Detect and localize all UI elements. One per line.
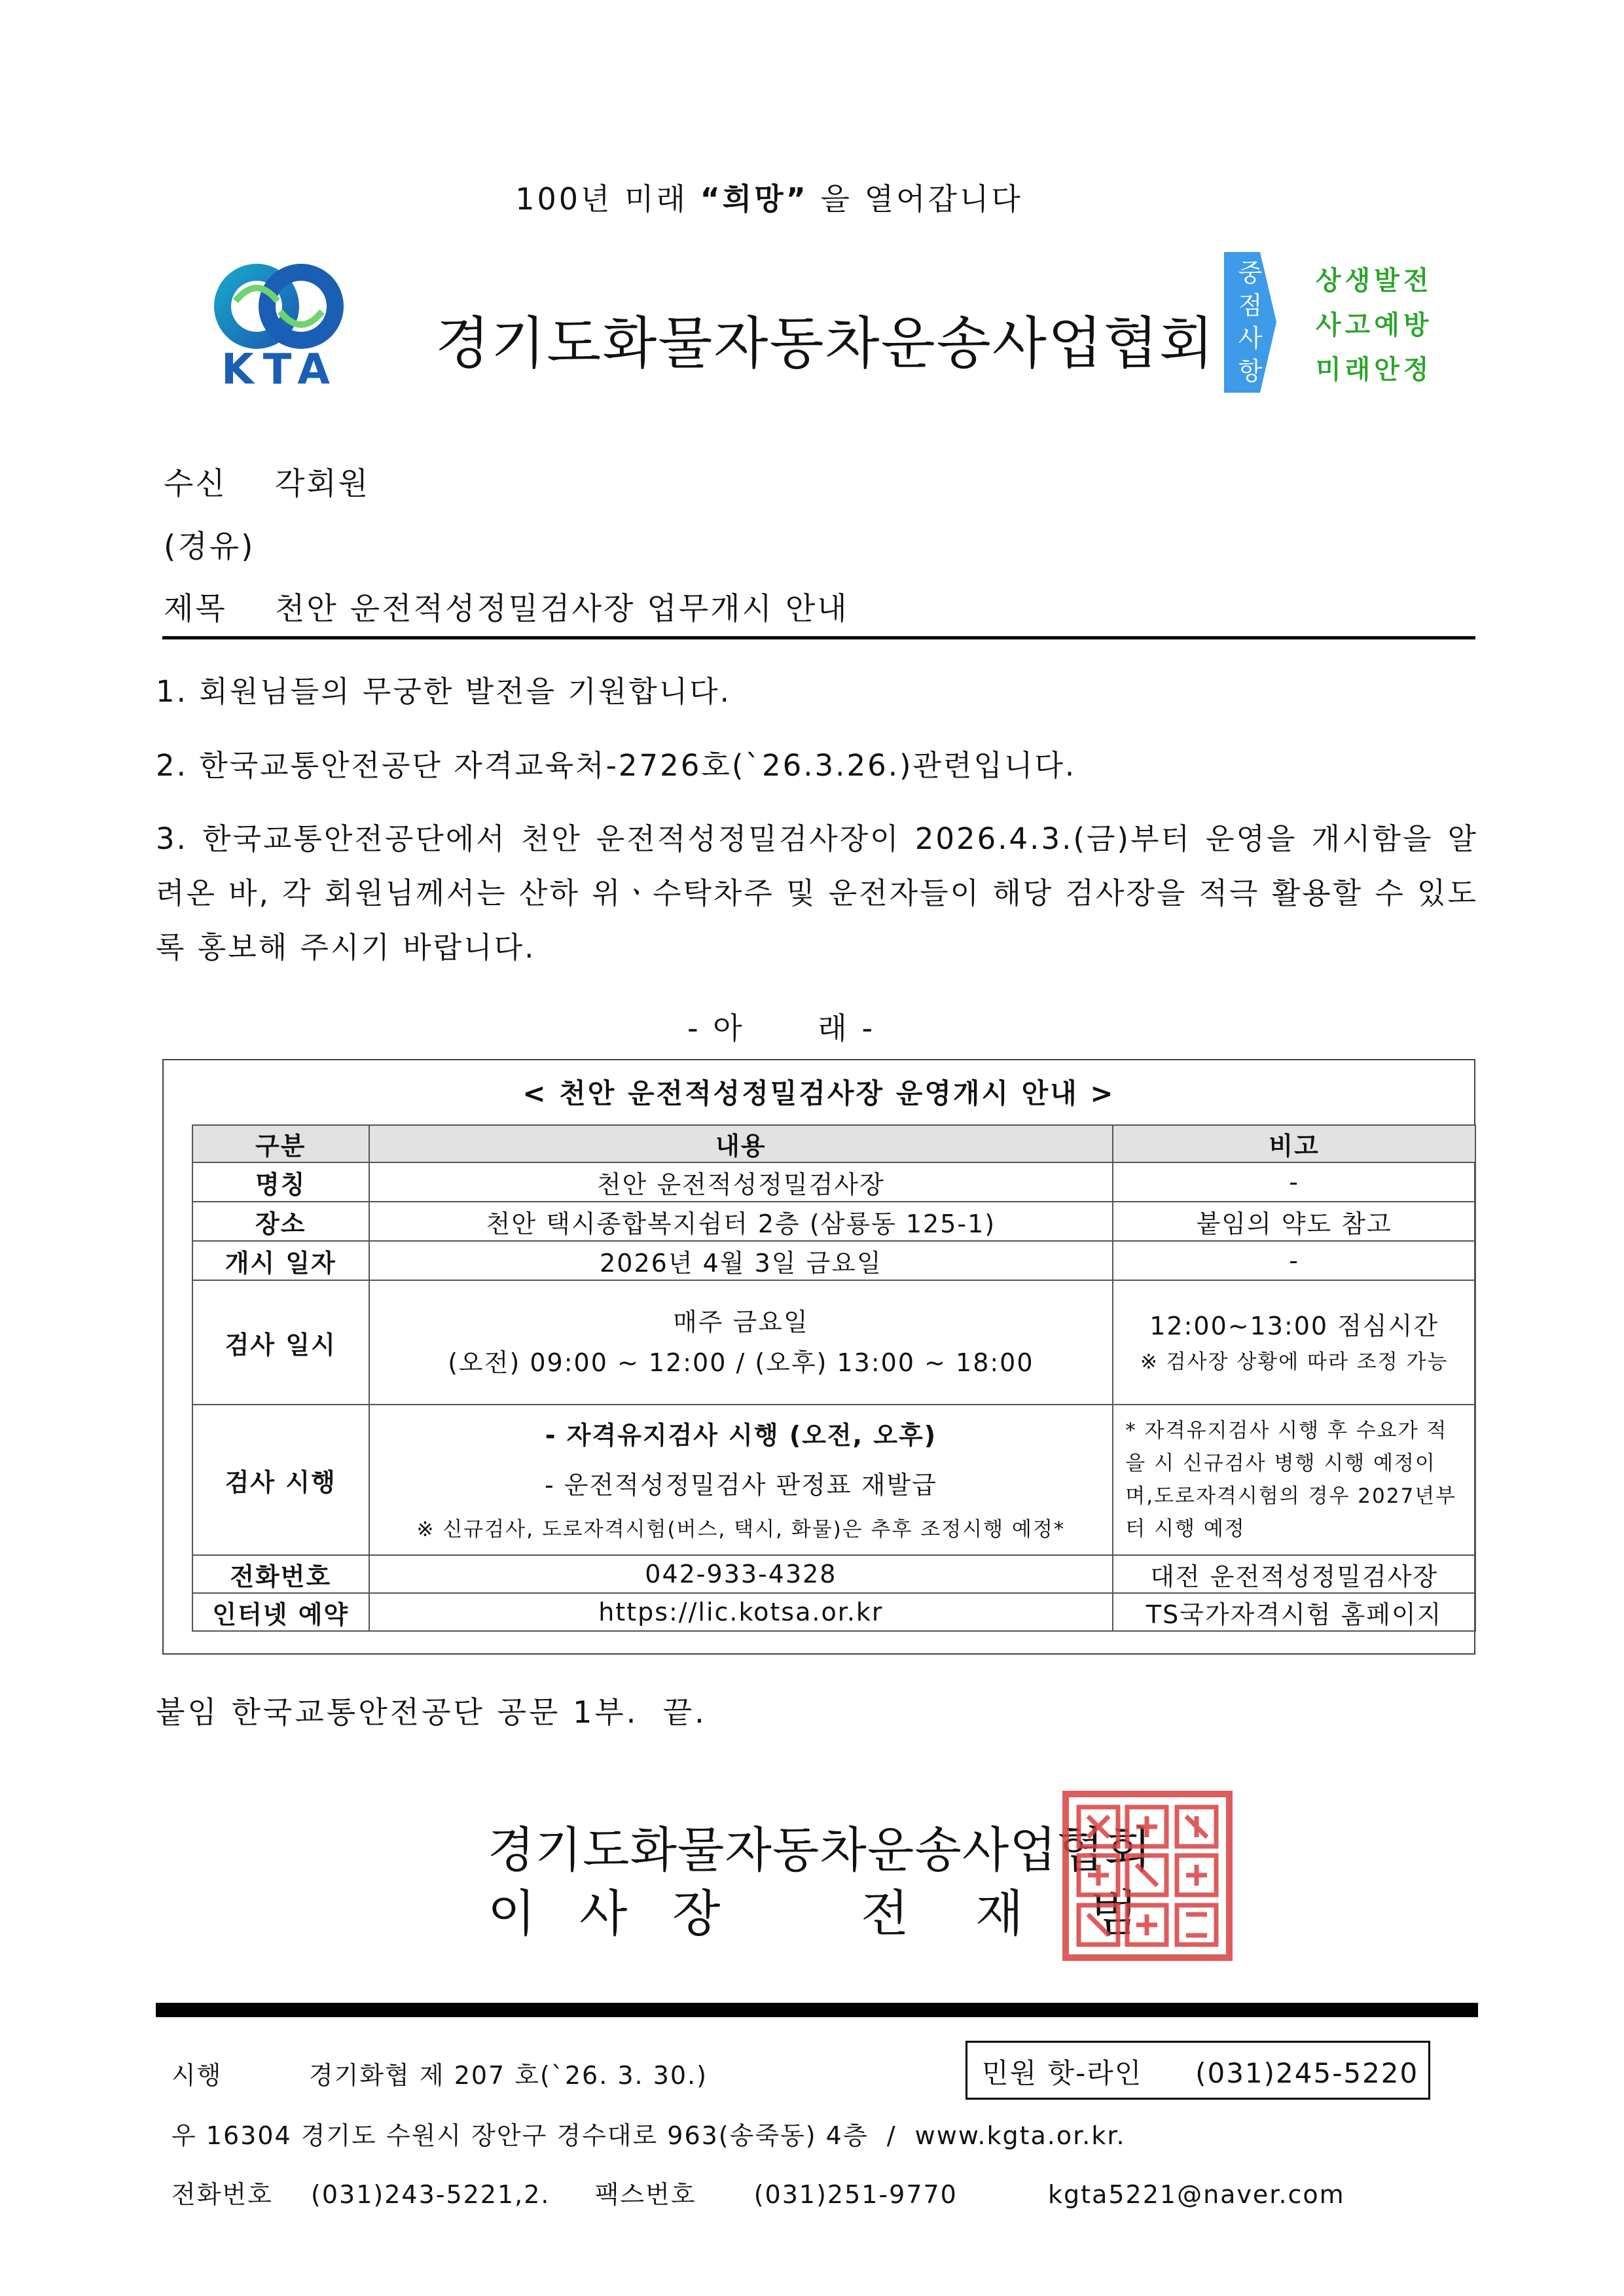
row-content: 2026년 4월 3일 금요일	[369, 1241, 1113, 1280]
recipient-row	[164, 459, 370, 503]
sig-char-5: 재	[975, 1884, 1024, 1943]
header-content: 내용	[369, 1125, 1113, 1162]
row-note: -	[1113, 1241, 1475, 1280]
sig-char-1: 이	[488, 1884, 536, 1943]
org-title: 경기도화물자동차운송사업협회	[435, 311, 1216, 376]
web-label: 인터넷 예약	[192, 1593, 369, 1631]
row-label: 장소	[192, 1202, 369, 1241]
exam-line-3: ※ 신규검사, 도로자격시험(버스, 택시, 화물)은 추후 조정시행 예정*	[416, 1518, 1066, 1541]
phone-label: 전화번호	[171, 2180, 273, 2209]
email-link[interactable]: kgta5221@naver.com	[1048, 2180, 1345, 2209]
slogan-post: 을 열어갑니다	[820, 181, 1023, 217]
motto-3: 미래안정	[1316, 355, 1433, 385]
body-paragraph-1: 1. 회원님들의 무궁한 발전을 기원합니다.	[156, 674, 731, 709]
slogan-pre: 100년 미래	[515, 181, 700, 217]
row-content: 천안 운전적성정밀검사장	[369, 1162, 1113, 1202]
kta-logo	[209, 262, 347, 393]
row-label: 명칭	[192, 1162, 369, 1202]
schedule-note	[1113, 1280, 1475, 1405]
table-row	[192, 1202, 1475, 1241]
row-note: 붙임의 약도 참고	[1113, 1202, 1475, 1241]
row-content: 천안 택시종합복지쉼터 2층 (삼룡동 125-1)	[369, 1202, 1113, 1241]
fax-number: (031)251-9770	[753, 2180, 958, 2209]
phone-note: 대전 운전적성정밀검사장	[1113, 1555, 1475, 1593]
header-note: 비고	[1113, 1125, 1475, 1162]
attachment-line: 붙임 한국교통안전공단 공문 1부. 끝.	[156, 1695, 707, 1730]
hotline-box	[965, 2041, 1430, 2100]
via-row	[164, 522, 255, 566]
footer-contact-row	[171, 2174, 1345, 2210]
web-link[interactable]: https://lic.kotsa.or.kr	[369, 1593, 1113, 1631]
phone-number: (031)243-5221,2.	[311, 2180, 550, 2209]
schedule-row	[192, 1280, 1475, 1405]
exam-line-1: - 자격유지검사 시행 (오전, 오후)	[545, 1421, 937, 1450]
recipient-value: 각회원	[275, 466, 370, 502]
body-paragraph-2: 2. 한국교통안전공단 자격교육처-2726호(`26.3.26.)관련입니다.	[156, 748, 1077, 783]
web-row	[192, 1593, 1475, 1631]
body-paragraph-3: 3. 한국교통안전공단에서 천안 운전적성정밀검사장이 2026.4.3.(금)부터 운영을 개시함을 알려온 바, 각 회원님께서는 산하 위ㆍ수탁차주 및 운전자들이 해당 검사장을 적극 활용할 수 있도록 홍보해 주시기 바랍니다.	[156, 821, 1478, 965]
table-row	[192, 1241, 1475, 1280]
signature-org: 경기도화물자동차운송사업협회	[488, 1822, 1152, 1878]
via-label: (경유)	[164, 529, 255, 565]
subject-value: 천안 운전적성정밀검사장 업무개시 안내	[275, 591, 849, 627]
exam-content	[369, 1405, 1113, 1555]
schedule-days: 매주 금요일	[673, 1308, 809, 1336]
schedule-hours: (오전) 09:00 ~ 12:00 / (오후) 13:00 ~ 18:00	[448, 1348, 1034, 1377]
schedule-label: 검사 일시	[192, 1280, 369, 1405]
slogan	[0, 175, 1538, 219]
header-category: 구분	[192, 1125, 369, 1162]
info-table	[192, 1124, 1476, 1632]
official-seal	[1062, 1790, 1233, 1962]
sig-char-2: 사	[579, 1884, 628, 1943]
motto-2: 사고예방	[1316, 310, 1433, 340]
adjust-note: ※ 검사장 상황에 따라 조정 가능	[1140, 1350, 1449, 1374]
sig-char-3: 장	[672, 1884, 721, 1943]
lunch-note: 12:00~13:00 점심시간	[1149, 1312, 1439, 1340]
badge-label: 중점사항	[1238, 259, 1263, 386]
phone-row	[192, 1555, 1475, 1593]
exam-row	[192, 1405, 1475, 1555]
sig-char-6: 범	[1090, 1884, 1138, 1943]
table-header-row	[192, 1125, 1475, 1162]
exam-note: * 자격유지검사 시행 후 수요가 적을 시 신규검사 병행 시행 예정이며,도로자격시험의 경우 2027년부터 시행 예정	[1113, 1405, 1475, 1555]
info-table-title: < 천안 운전적성정밀검사장 운영개시 안내 >	[522, 1077, 1115, 1109]
exam-label: 검사 시행	[192, 1405, 369, 1555]
recipient-label: 수신	[164, 466, 227, 502]
row-label: 개시 일자	[192, 1241, 369, 1280]
subject-label: 제목	[164, 591, 227, 627]
sig-char-4: 전	[861, 1884, 909, 1943]
schedule-content	[369, 1280, 1113, 1405]
notice-heading: - 아 래 -	[687, 1011, 876, 1046]
slogan-quote: “희망”	[700, 181, 808, 217]
doc-label: 시행	[171, 2061, 223, 2090]
hotline-label: 민원 핫-라인	[982, 2057, 1143, 2089]
badge-text	[1232, 257, 1269, 387]
mottos	[1316, 259, 1433, 392]
footer-doc-row	[171, 2055, 708, 2091]
exam-line-2: - 운전적성정밀검사 판정표 재발급	[544, 1471, 937, 1499]
subject-row	[164, 584, 849, 628]
logo-text: KTA	[221, 346, 339, 394]
hotline-number: (031)245-5220	[1195, 2057, 1419, 2089]
row-note: -	[1113, 1162, 1475, 1202]
header-divider	[162, 636, 1475, 639]
doc-number: 경기화협 제 207 호(`26. 3. 30.)	[309, 2061, 708, 2090]
web-note: TS국가자격시험 홈페이지	[1113, 1593, 1475, 1631]
phone-label: 전화번호	[192, 1555, 369, 1593]
footer-divider	[156, 2003, 1478, 2017]
fax-label: 팩스번호	[594, 2180, 696, 2209]
phone-content: 042-933-4328	[369, 1555, 1113, 1593]
table-row	[192, 1162, 1475, 1202]
motto-1: 상생발전	[1316, 266, 1433, 296]
footer-address: 우 16304 경기도 수원시 장안구 경수대로 963(송죽동) 4층 / www.kgta.or.kr.	[171, 2121, 1126, 2150]
